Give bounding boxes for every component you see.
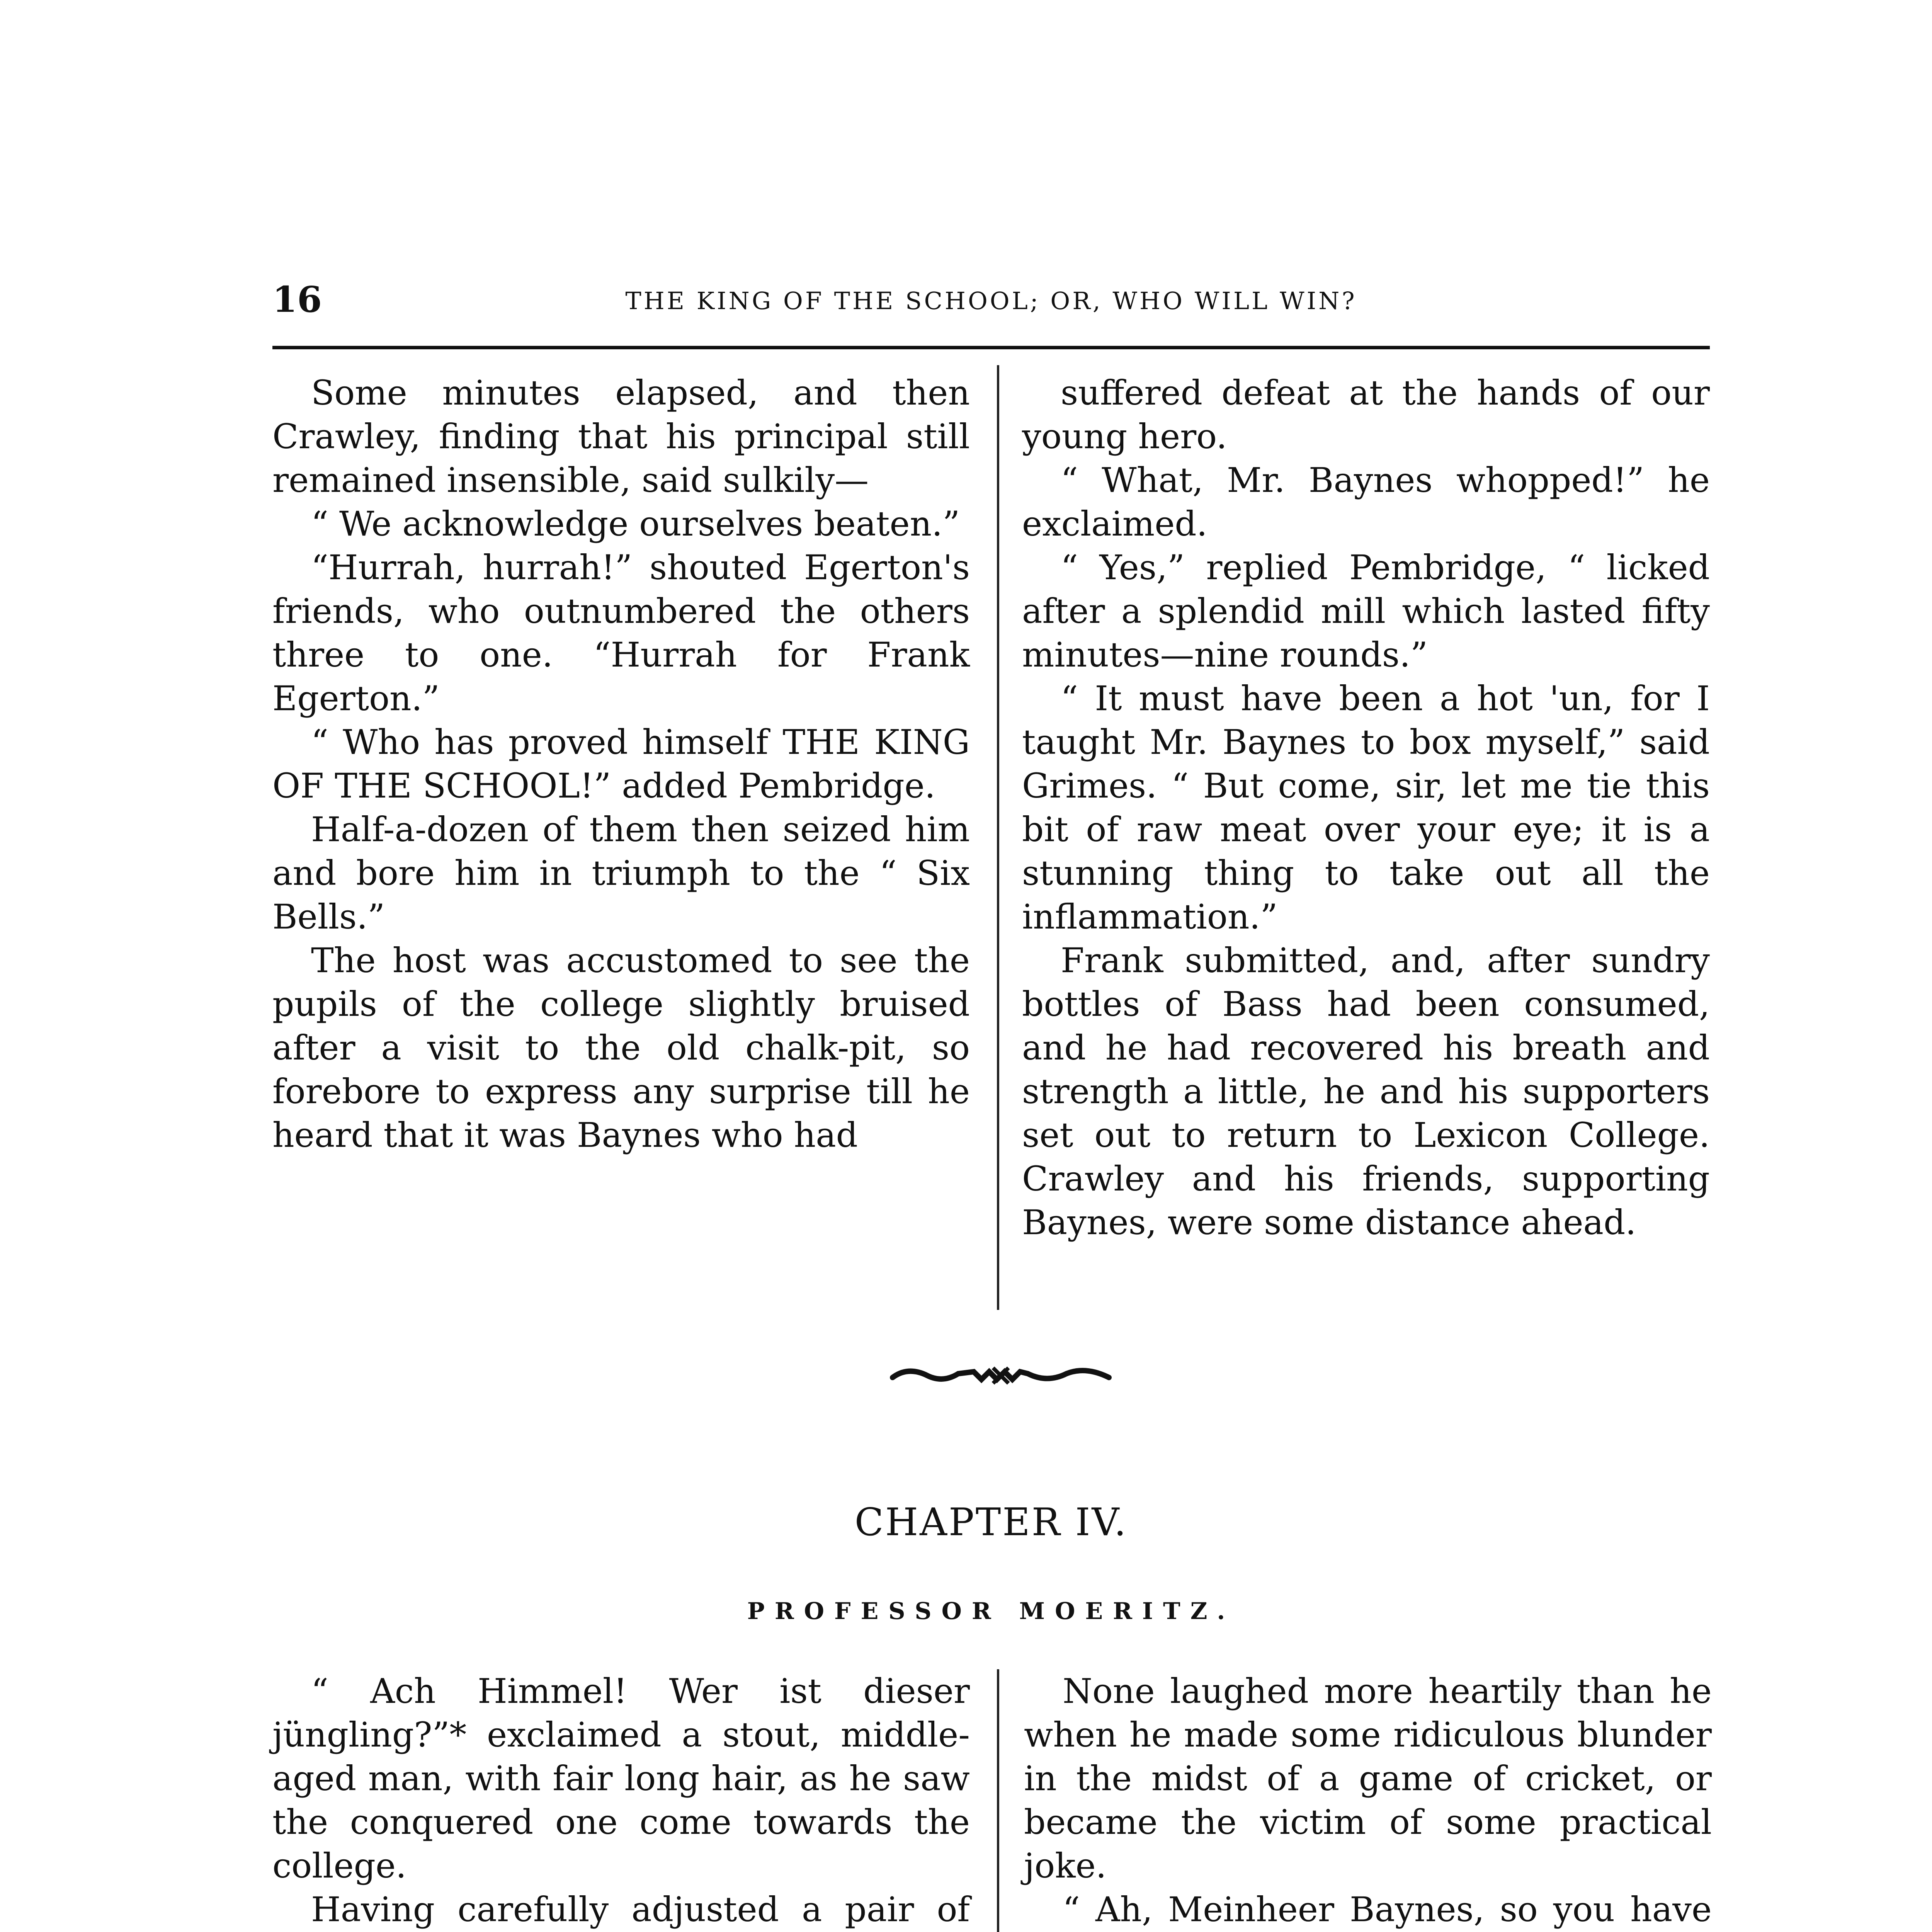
page-number: 16 (272, 279, 322, 320)
section2-left-column (272, 1669, 970, 1932)
paragraph: None laughed more heartily than he when he made some ridiculous blunder in the midst of a game of cricket, or became the victim of some practical joke. (1024, 1671, 1712, 1886)
paragraph: “ We acknowledge ourselves beaten.” (311, 504, 960, 544)
header-rule (272, 346, 1710, 349)
column-divider (997, 1669, 999, 1932)
section1-right-column (1022, 371, 1710, 1291)
paragraph: “ Yes,” replied Pembridge, “ licked after a splendid mill which lasted fifty minutes—nine rounds.” (1022, 548, 1710, 675)
chapter-subtitle: PROFESSOR MOERITZ. (747, 1598, 1235, 1625)
chapter-title: CHAPTER IV. (854, 1500, 1128, 1544)
paragraph: suffered defeat at the hands of our young hero. (1022, 373, 1710, 456)
section1-left-column (272, 371, 970, 1291)
paragraph: “ Ah, Meinheer Baynes, so you have (1063, 1889, 1712, 1929)
section2-right-column (1024, 1669, 1712, 1932)
running-title: THE KING OF THE SCHOOL; OR, WHO WILL WIN? (625, 287, 1357, 315)
paragraph: “Hurrah, hurrah!” shouted Egerton's friends, who outnumbered the others three to one. “Hurrah for Frank Egerton.” (272, 548, 970, 718)
paragraph: The host was accustomed to see the pupils of the college slightly bruised after a visit to the old chalk-pit, so forebore to express any surprise till he heard that it was Baynes who had (272, 940, 970, 1155)
paragraph: Having carefully adjusted a pair of (311, 1889, 970, 1929)
paragraph: Frank submitted, and, after sundry bottles of Bass had been consumed, and he had recovered his breath and strength a little, he and his supporters set out to return to Lexicon College. Crawley and his friends, supporting Baynes, were some distance ahead. (1022, 940, 1710, 1242)
page-header (272, 278, 1710, 325)
paragraph: “ It must have been a hot 'un, for I taught Mr. Baynes to box myself,” said Grimes. “ But come, sir, let me tie this bit of raw meat over your eye; it is a stunning thing to take out all the inflammation.” (1022, 679, 1710, 937)
column-divider (997, 365, 999, 1310)
ornament-divider (885, 1362, 1117, 1389)
paragraph: Half-a-dozen of them then seized him and bore him in triumph to the “ Six Bells.” (272, 810, 970, 937)
paragraph: “ What, Mr. Baynes whopped!” he exclaimed. (1022, 460, 1710, 544)
paragraph: “ Ach Himmel! Wer ist dieser jüngling?”* exclaimed a stout, middle-aged man, with fair long hair, as he saw the conquered one come towards the college. (272, 1671, 970, 1886)
paragraph: Some minutes elapsed, and then Crawley, finding that his principal still remained insensible, said sulkily— (272, 373, 970, 500)
paragraph: “ Who has proved himself THE KING OF THE SCHOOL!” added Pembridge. (272, 722, 970, 806)
